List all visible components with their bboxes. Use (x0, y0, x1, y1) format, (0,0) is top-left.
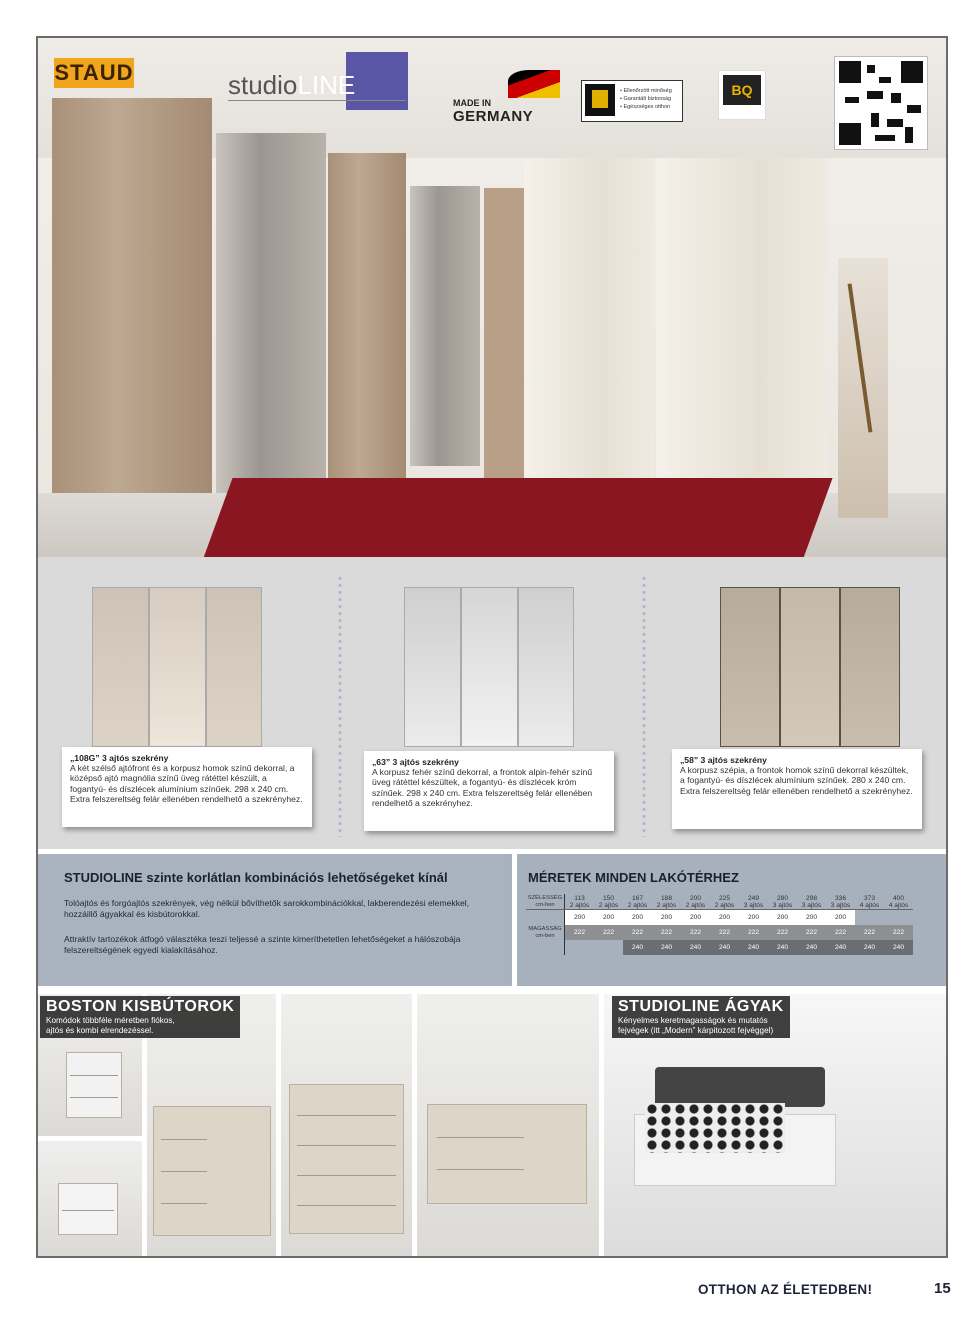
product-description: A két szélső ajtófront és a korpusz homok színű dekorral, a középső ajtó magnólia színű üveg rátéttel készült, a fogantyú- és díszlécek alumínium színűek. 298 x 240 cm. Extra felszereltség felár ellenében rendelhető a szekrényhez. (70, 763, 303, 804)
wardrobe-63-image (404, 587, 574, 747)
sizes-heading: MÉRETEK MINDEN LAKÓTÉRHEZ (528, 870, 739, 885)
page-number: 15 (934, 1280, 951, 1297)
product-title: „108G” 3 ajtós szekrény (70, 753, 169, 763)
product-card (62, 747, 312, 827)
product-card (672, 749, 922, 829)
page-frame (36, 36, 948, 1258)
height-240-row: 240 240 240 240 240 240 240 240 240 240 (526, 940, 913, 955)
combinations-paragraph-2: Attraktív tartozékok átfogó választéka teszi teljessé a szinte kimeríthetetlen lehetőségeket a hálószobája felszereltségének egyedi kialakításához. (64, 934, 461, 955)
qr-code-icon[interactable] (834, 56, 928, 150)
boston-label: BOSTON KISBÚTOROK Komódok többféle méretben fiókos, ajtós és kombi elrendezéssel. (40, 996, 240, 1038)
product-strip (38, 557, 946, 849)
wardrobe-door-wood (328, 153, 406, 493)
beds-title: STUDIOLINE ÁGYAK (618, 998, 784, 1015)
hero-photo (38, 38, 946, 557)
made-in-germany-logo: MADE IN GERMANY (453, 68, 568, 126)
quality-seal-icon (585, 84, 615, 116)
bq-logo: BQ (718, 70, 766, 120)
german-flag-icon (508, 70, 560, 98)
combinations-paragraph-1: Tolóajtós és forgóajtós szekrények, vég nélkül bővíthetők sarokkombinációkkal, lakberendezési elemekkel, hozzáillő ágyakkal és kisbútorokkal. (64, 898, 470, 919)
product-title: „58” 3 ajtós szekrény (680, 755, 767, 765)
wardrobe-58-image (720, 587, 900, 747)
height-200-row: 200 200 200 200 200 200 200 200 200 200 (526, 910, 913, 926)
nightstand-photo (38, 1141, 142, 1256)
combinations-heading: STUDIOLINE szinte korlátlan kombinációs lehetőségeket kínál (64, 870, 448, 885)
staud-logo: STAUD (54, 58, 134, 88)
wardrobe-door-gloss (524, 158, 654, 488)
product-description: A korpusz szépia, a frontok homok színű dekorral készültek, a fogantyú- és díszlécek alumínium színűek. 280 x 240 cm. Extra felszereltség felár ellenében rendelhető a szekrényhez. (680, 765, 913, 796)
sideboard-photo (417, 994, 599, 1256)
wardrobe-door-gloss (656, 158, 828, 503)
bottom-photos (38, 994, 946, 1256)
footer-slogan: OTTHON AZ ÉLETEDBEN! (698, 1282, 873, 1297)
sizes-table (526, 894, 913, 955)
quality-badge: • Ellenőrzött minőség • Garantált biztonság • Egészséges otthon (581, 80, 683, 122)
height-222-row: MAGASSÁG cm-ben 222 222 222 222 222 222 222 222 222 222 222 222 (526, 925, 913, 940)
wardrobe-door-mirror (216, 133, 326, 493)
corner-mirror (410, 186, 480, 466)
product-title: „63” 3 ajtós szekrény (372, 757, 459, 767)
beds-label: STUDIOLINE ÁGYAK Kényelmes keretmagasságok és mutatós fejvégek (itt „Modern” kárpitozott fejvéggel) (612, 996, 790, 1038)
chest-of-drawers-photo (281, 994, 412, 1256)
wardrobe-door-wood (52, 98, 212, 518)
product-card (364, 751, 614, 831)
red-rug (203, 478, 832, 557)
wardrobe-108g-image (92, 587, 262, 747)
widths-row: SZÉLESSÉG cm-ben 113 2 ajtós 150 2 ajtós 167 2 ajtós 188 2 ajtós 200 2 ajtós 225 2 ajtós 249 3 ajtós 280 3 ajtós 298 3 ajtós 336 3 ajtós 373 4 ajtós 400 4 ajtós (526, 894, 913, 910)
corner-shelf (484, 188, 524, 478)
boston-title: BOSTON KISBÚTOROK (46, 998, 235, 1015)
studioline-logo: studioLINE (228, 52, 408, 104)
product-description: A korpusz fehér színű dekorral, a frontok alpin-fehér színű üveg rátéttel készültek, a fogantyú- és díszlécek króm színűek. 298 x 240 cm. Extra felszereltség felár ellenében rendelhető a szekrényhez. (372, 767, 593, 808)
info-band (38, 854, 946, 986)
